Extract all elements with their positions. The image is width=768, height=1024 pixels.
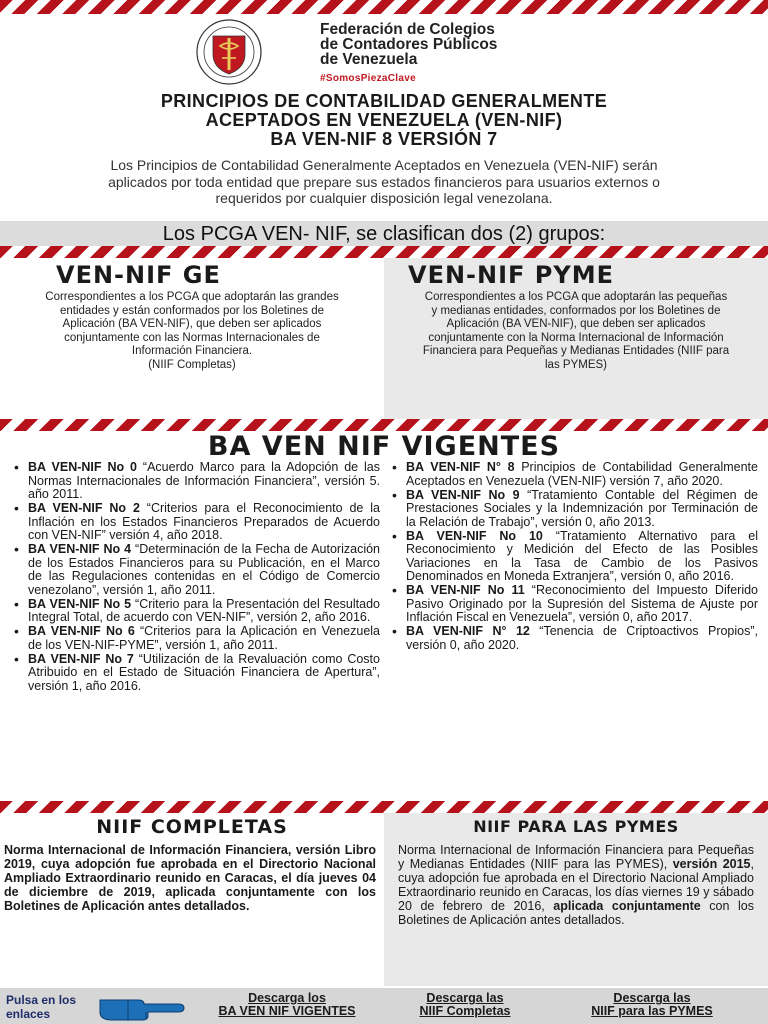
pulsa-line-2: enlaces [6,1007,51,1021]
ba-list-left [12,461,380,694]
vigentes-title: BA VEN NIF VIGENTES [207,431,561,462]
ba-code: BA VEN-NIF No 5 [28,596,132,611]
ba-description: “Reconocimiento del Impuesto Diferido Pasivo Originado por la Supresión del Sistema de Ajuste por Inflación Fiscal en Venezuela”, versión 0, año 2017. [406,583,759,624]
link-line-1: Descarga los [248,991,326,1005]
ba-code: BA VEN-NIF No 7 [28,651,134,666]
ba-description: “Criterios para la Aplicación en Venezuela de los VEN-NIF-PYME”, versión 1, año 2011. [28,624,380,652]
ven-nif-pyme-text: Correspondientes a los PCGA que adoptarán las pequeñas y medianas entidades, conformados por los Boletines de Aplicación (BA VEN-NIF), que deben ser aplicados conjuntamente con la Norma Internacional de Información Financiera para Pequeñas y Medianas Entidades (NIIF para las PYMES) [422,291,730,371]
top-stripe-divider [0,0,768,14]
niif-pymes-version: versión 2015 [672,857,751,871]
niif-pymes-emphasis: aplicada conjuntamente [553,899,701,913]
ba-code: BA VEN-NIF No 4 [28,542,132,556]
ven-nif-ge-title: VEN-NIF GE [56,261,221,289]
list-item [12,543,380,597]
link-line-1: Descarga las [426,991,504,1005]
list-item [390,461,758,488]
list-item [12,502,380,543]
ba-code: BA VEN-NIF No 2 [28,501,140,515]
niif-pymes-title: NIIF PARA LAS PYMES [473,817,679,836]
title-line-3: BA VEN-NIF 8 VERSIÓN 7 [270,129,498,149]
list-item [12,598,380,625]
ven-nif-ge-note: (NIIF Completas) [148,358,236,371]
ba-description: “Tratamiento Alternativo para el Reconocimiento y Medición del Efecto de las Posibles Variaciones en la Tasa de Cambio de los Pasivos Denominados en Moneda Extranjera”, versión 0, año 2016. [406,528,758,583]
intro-paragraph: Los Principios de Contabilidad Generalmente Aceptados en Venezuela (VEN-NIF) serán aplicados por toda entidad que prepare sus estados financieros para usuarios externos o requeridos por cualquier disposición legal venezolana. [108,157,660,206]
niif-pymes-panel [384,813,768,986]
ba-description: “Criterio para la Presentación del Resultado Integral Total, de acuerdo con VEN-NIF”, versión 2, año 2016. [28,596,380,624]
ba-code: BA VEN-NIF No 9 [406,487,520,502]
ven-nif-pyme-panel [384,258,768,419]
list-item [390,584,758,625]
ven-nif-ge-description: Correspondientes a los PCGA que adoptarán las grandes entidades y están conformados por los Boletines de Aplicación (BA VEN-NIF), que deben ser aplicados conjuntamente con las Normas Internacionales de Información Financiera. [45,291,339,357]
niif-completas-title: NIIF COMPLETAS [96,816,288,838]
stripe-divider [0,246,768,258]
org-line-1: Federación de Colegios [320,21,495,38]
ba-code: BA VEN-NIF N° 8 [406,460,515,474]
stripe-divider [0,801,768,813]
title-line-1: PRINCIPIOS DE CONTABILIDAD GENERALMENTE [160,91,608,111]
list-item [390,489,758,530]
ba-list-right [390,461,758,653]
download-ba-ven-nif-link[interactable] [192,992,382,1018]
niif-pymes-text [384,843,768,927]
ba-code: BA VEN-NIF N° 12 [406,624,530,638]
org-line-3: de Venezuela [320,51,418,68]
pulsa-label [6,993,76,1021]
ba-description: “Tratamiento Contable del Régimen de Prestaciones Sociales y la Indemnización por Terminación de la Relación de Trabajo”, versión 0, año 2013. [406,487,759,529]
niif-completas-panel [0,813,384,986]
ven-nif-ge-text [0,291,384,372]
ba-description: “Tenencia de Criptoactivos Propios”, versión 0, año 2020. [406,624,758,652]
page-title [0,92,768,149]
org-line-2: de Contadores Públicos [320,36,498,53]
ba-code: BA VEN-NIF No 10 [406,528,543,543]
link-line-2: BA VEN NIF VIGENTES [218,1004,356,1018]
download-niif-pymes-link[interactable] [540,992,764,1018]
ven-nif-pyme-title: VEN-NIF PYME [408,261,615,289]
list-item [12,461,380,502]
link-line-2: NIIF Completas [419,1004,511,1018]
link-line-2: NIIF para las PYMES [591,1004,713,1018]
list-item [12,653,380,694]
niif-pymes-text-part: con los Boletines de Aplicación antes detallados. [398,899,754,927]
ba-description: “Criterios para el Reconocimiento de la Inflación en los Estados Financieros Preparados de Acuerdo con VEN-NIF” versión 4, año 2018. [28,501,381,542]
niif-completas-text: Norma Internacional de Información Financiera, versión Libro 2019, cuya adopción fue aprobada en el Directorio Nacional Ampliado Extraordinario reunido en Caracas, el día jueves 04 de diciembre de 2019, aplicada conjuntamente con los Boletines de Aplicación antes detallados. [4,843,376,913]
hashtag: #SomosPiezaClave [320,73,416,84]
organization-name [320,22,497,86]
ba-description: “Determinación de la Fecha de Autorización de los Estados Financieros para su Publicación, en el Marco de las Regulaciones contenidas en el Código de Comercio venezolano”, versión 1, año 2011. [28,542,380,597]
ba-code: BA VEN-NIF No 11 [406,583,525,597]
title-line-2: ACEPTADOS EN VENEZUELA (VEN-NIF) [205,110,563,130]
download-niif-completas-link[interactable] [400,992,530,1018]
groups-heading: Los PCGA VEN- NIF, se clasifican dos (2) grupos: [0,221,768,247]
list-item [12,625,380,652]
ba-description: “Utilización de la Revaluación como Costo Atribuido en el Estado de Situación Financiera de Apertura”, versión 1, año 2016. [28,651,380,693]
footer-links-bar [0,988,768,1024]
list-item [390,625,758,652]
pulsa-line-1: Pulsa en los [6,993,77,1007]
niif-pymes-text-part: , cuya adopción fue aprobada en el Directorio Nacional Ampliado Extraordinario reunido en Caracas, los días viernes 19 y sábado 20 de febrero de 2016, [398,857,754,913]
ba-description: “Acuerdo Marco para la Adopción de las Normas Internacionales de Información Financiera”, versión 5. año 2011. [28,460,381,501]
niif-pymes-text-part: Norma Internacional de Información Financiera para Pequeñas y Medianas Entidades (NIIF para las PYMES), [398,843,754,871]
ven-nif-ge-panel [0,258,384,419]
stripe-divider [0,419,768,431]
ba-code: BA VEN-NIF No 0 [28,460,137,474]
header [0,18,768,88]
list-item [390,530,758,584]
link-line-1: Descarga las [613,991,691,1005]
ba-description: Principios de Contabilidad Generalmente Aceptados en Venezuela (VEN-NIF) versión 7, año 2020. [406,460,758,488]
federation-logo [186,18,272,86]
pointing-hand-icon [98,990,188,1022]
ba-code: BA VEN-NIF No 6 [28,624,135,638]
